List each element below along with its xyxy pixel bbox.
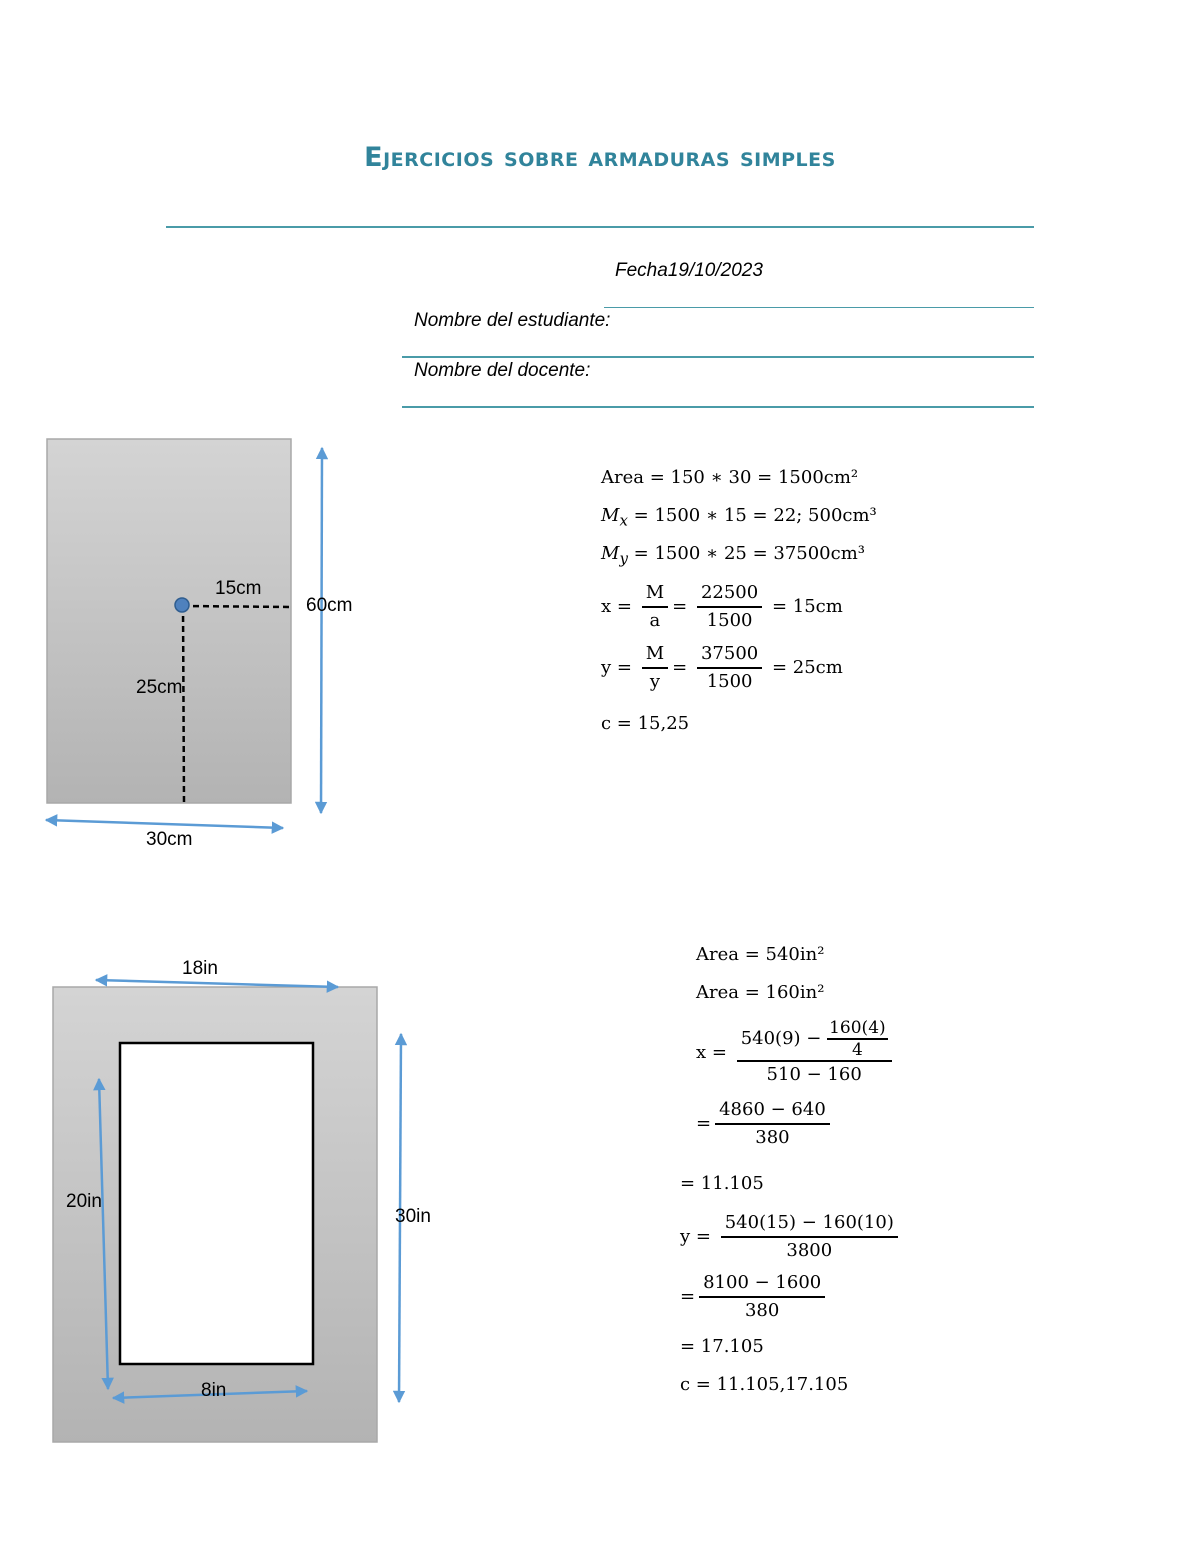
my-equation: $M_y = 1500$ ∗ 25 = 37500cm³ bbox=[601, 543, 866, 568]
y2-num: 540(15) − 160(10) bbox=[721, 1210, 898, 1238]
x2-nested-fraction bbox=[827, 1018, 888, 1060]
x-result-2: = 11.105 bbox=[680, 1173, 764, 1194]
centroid-result-1: c = 15,25 bbox=[601, 713, 690, 734]
inner-width-label: 8in bbox=[201, 1380, 227, 1401]
my-expression: = 1500 ∗ 25 = 37500cm³ bbox=[633, 543, 866, 564]
x2-nested-num: 160(4) bbox=[829, 1018, 886, 1038]
x-f2-den: 1500 bbox=[706, 610, 753, 631]
x2-numerator bbox=[737, 1018, 892, 1062]
y-f2-num: 37500 bbox=[697, 641, 762, 669]
y-result: = 25cm bbox=[771, 657, 843, 678]
y-result-2: = 17.105 bbox=[680, 1336, 764, 1357]
width-arrow bbox=[46, 820, 283, 828]
area-equation-2b: Area = 160in² bbox=[696, 982, 825, 1003]
y-lhs: y = bbox=[601, 657, 632, 678]
y-step-num: 8100 − 1600 bbox=[699, 1270, 825, 1298]
page-title: Ejercicios sobre armaduras simples bbox=[364, 142, 836, 173]
y-step-fraction bbox=[699, 1270, 825, 1324]
centroid-point bbox=[175, 598, 189, 612]
y-centroid-equation: y = $\frac{M}{y}$ = $\frac{37500}{1500}$ = 25cm bbox=[601, 641, 843, 695]
x2-lhs: x = bbox=[696, 1042, 727, 1063]
rectangle-section bbox=[47, 439, 291, 803]
outer-width-label: 18in bbox=[182, 958, 218, 979]
x-offset-label: 15cm bbox=[215, 578, 262, 599]
x-centroid-equation: x = $\frac{M}{a}$ = $\frac{22500}{1500}$ = 15cm bbox=[601, 580, 843, 634]
mx-expression: = 1500 ∗ 15 = 22; 500cm³ bbox=[633, 505, 877, 526]
height-label: 60cm bbox=[306, 595, 353, 616]
y-offset-label: 25cm bbox=[136, 677, 183, 698]
x-centroid-equation-2 bbox=[696, 1018, 896, 1088]
y-f1-den: y bbox=[649, 671, 661, 692]
area-equation-1: Area = 150 ∗ 30 = 1500cm² bbox=[601, 467, 859, 488]
x-lhs: x = bbox=[601, 596, 632, 617]
x-step-equation: = $\frac{4860 - 640}{380}$ bbox=[696, 1097, 834, 1151]
mx-equation: $M_x = 1500$ ∗ 15 = 22; 500cm³ bbox=[601, 505, 877, 530]
x2-num-a: 540(9) − bbox=[740, 1028, 822, 1049]
y2-den: 3800 bbox=[786, 1240, 833, 1261]
centroid-result-2: c = 11.105,17.105 bbox=[680, 1374, 849, 1395]
x2-nested-den: 4 bbox=[851, 1040, 863, 1060]
area-equation-2a: Area = 540in² bbox=[696, 944, 825, 965]
y-step-den: 380 bbox=[744, 1300, 780, 1321]
y-f1-num: M bbox=[642, 641, 668, 669]
x-fraction-1 bbox=[642, 580, 668, 634]
inner-height-label: 20in bbox=[66, 1191, 102, 1212]
outer-height-label: 30in bbox=[395, 1206, 431, 1227]
x-step-den: 380 bbox=[755, 1127, 790, 1148]
y-fraction-1 bbox=[642, 641, 668, 695]
x-f1-num: M bbox=[642, 580, 668, 608]
y-centroid-equation-2 bbox=[680, 1210, 902, 1264]
y-step-equation: = $\frac{8100 - 1600}{380}$ bbox=[680, 1270, 829, 1324]
inner-hole bbox=[120, 1043, 313, 1364]
x-step-num: 4860 − 640 bbox=[715, 1097, 830, 1125]
x-step-fraction bbox=[715, 1097, 830, 1151]
x-fraction-2 bbox=[697, 580, 762, 634]
date-label: Fecha19/10/2023 bbox=[615, 260, 763, 281]
outer-width-arrow bbox=[96, 980, 338, 987]
y2-lhs: y = bbox=[680, 1226, 711, 1247]
teacher-name-label: Nombre del docente: bbox=[414, 360, 591, 381]
x-result: = 15cm bbox=[771, 596, 843, 617]
x-f1-den: a bbox=[649, 610, 661, 631]
height-arrow bbox=[321, 448, 322, 813]
width-label: 30cm bbox=[146, 829, 193, 850]
y-fraction-2 bbox=[697, 641, 762, 695]
x-f2-num: 22500 bbox=[697, 580, 762, 608]
y2-fraction bbox=[721, 1210, 898, 1264]
student-name-label: Nombre del estudiante: bbox=[414, 310, 611, 331]
y-f2-den: 1500 bbox=[706, 671, 753, 692]
x2-fraction bbox=[737, 1018, 892, 1088]
x2-denominator: 510 − 160 bbox=[766, 1064, 862, 1085]
